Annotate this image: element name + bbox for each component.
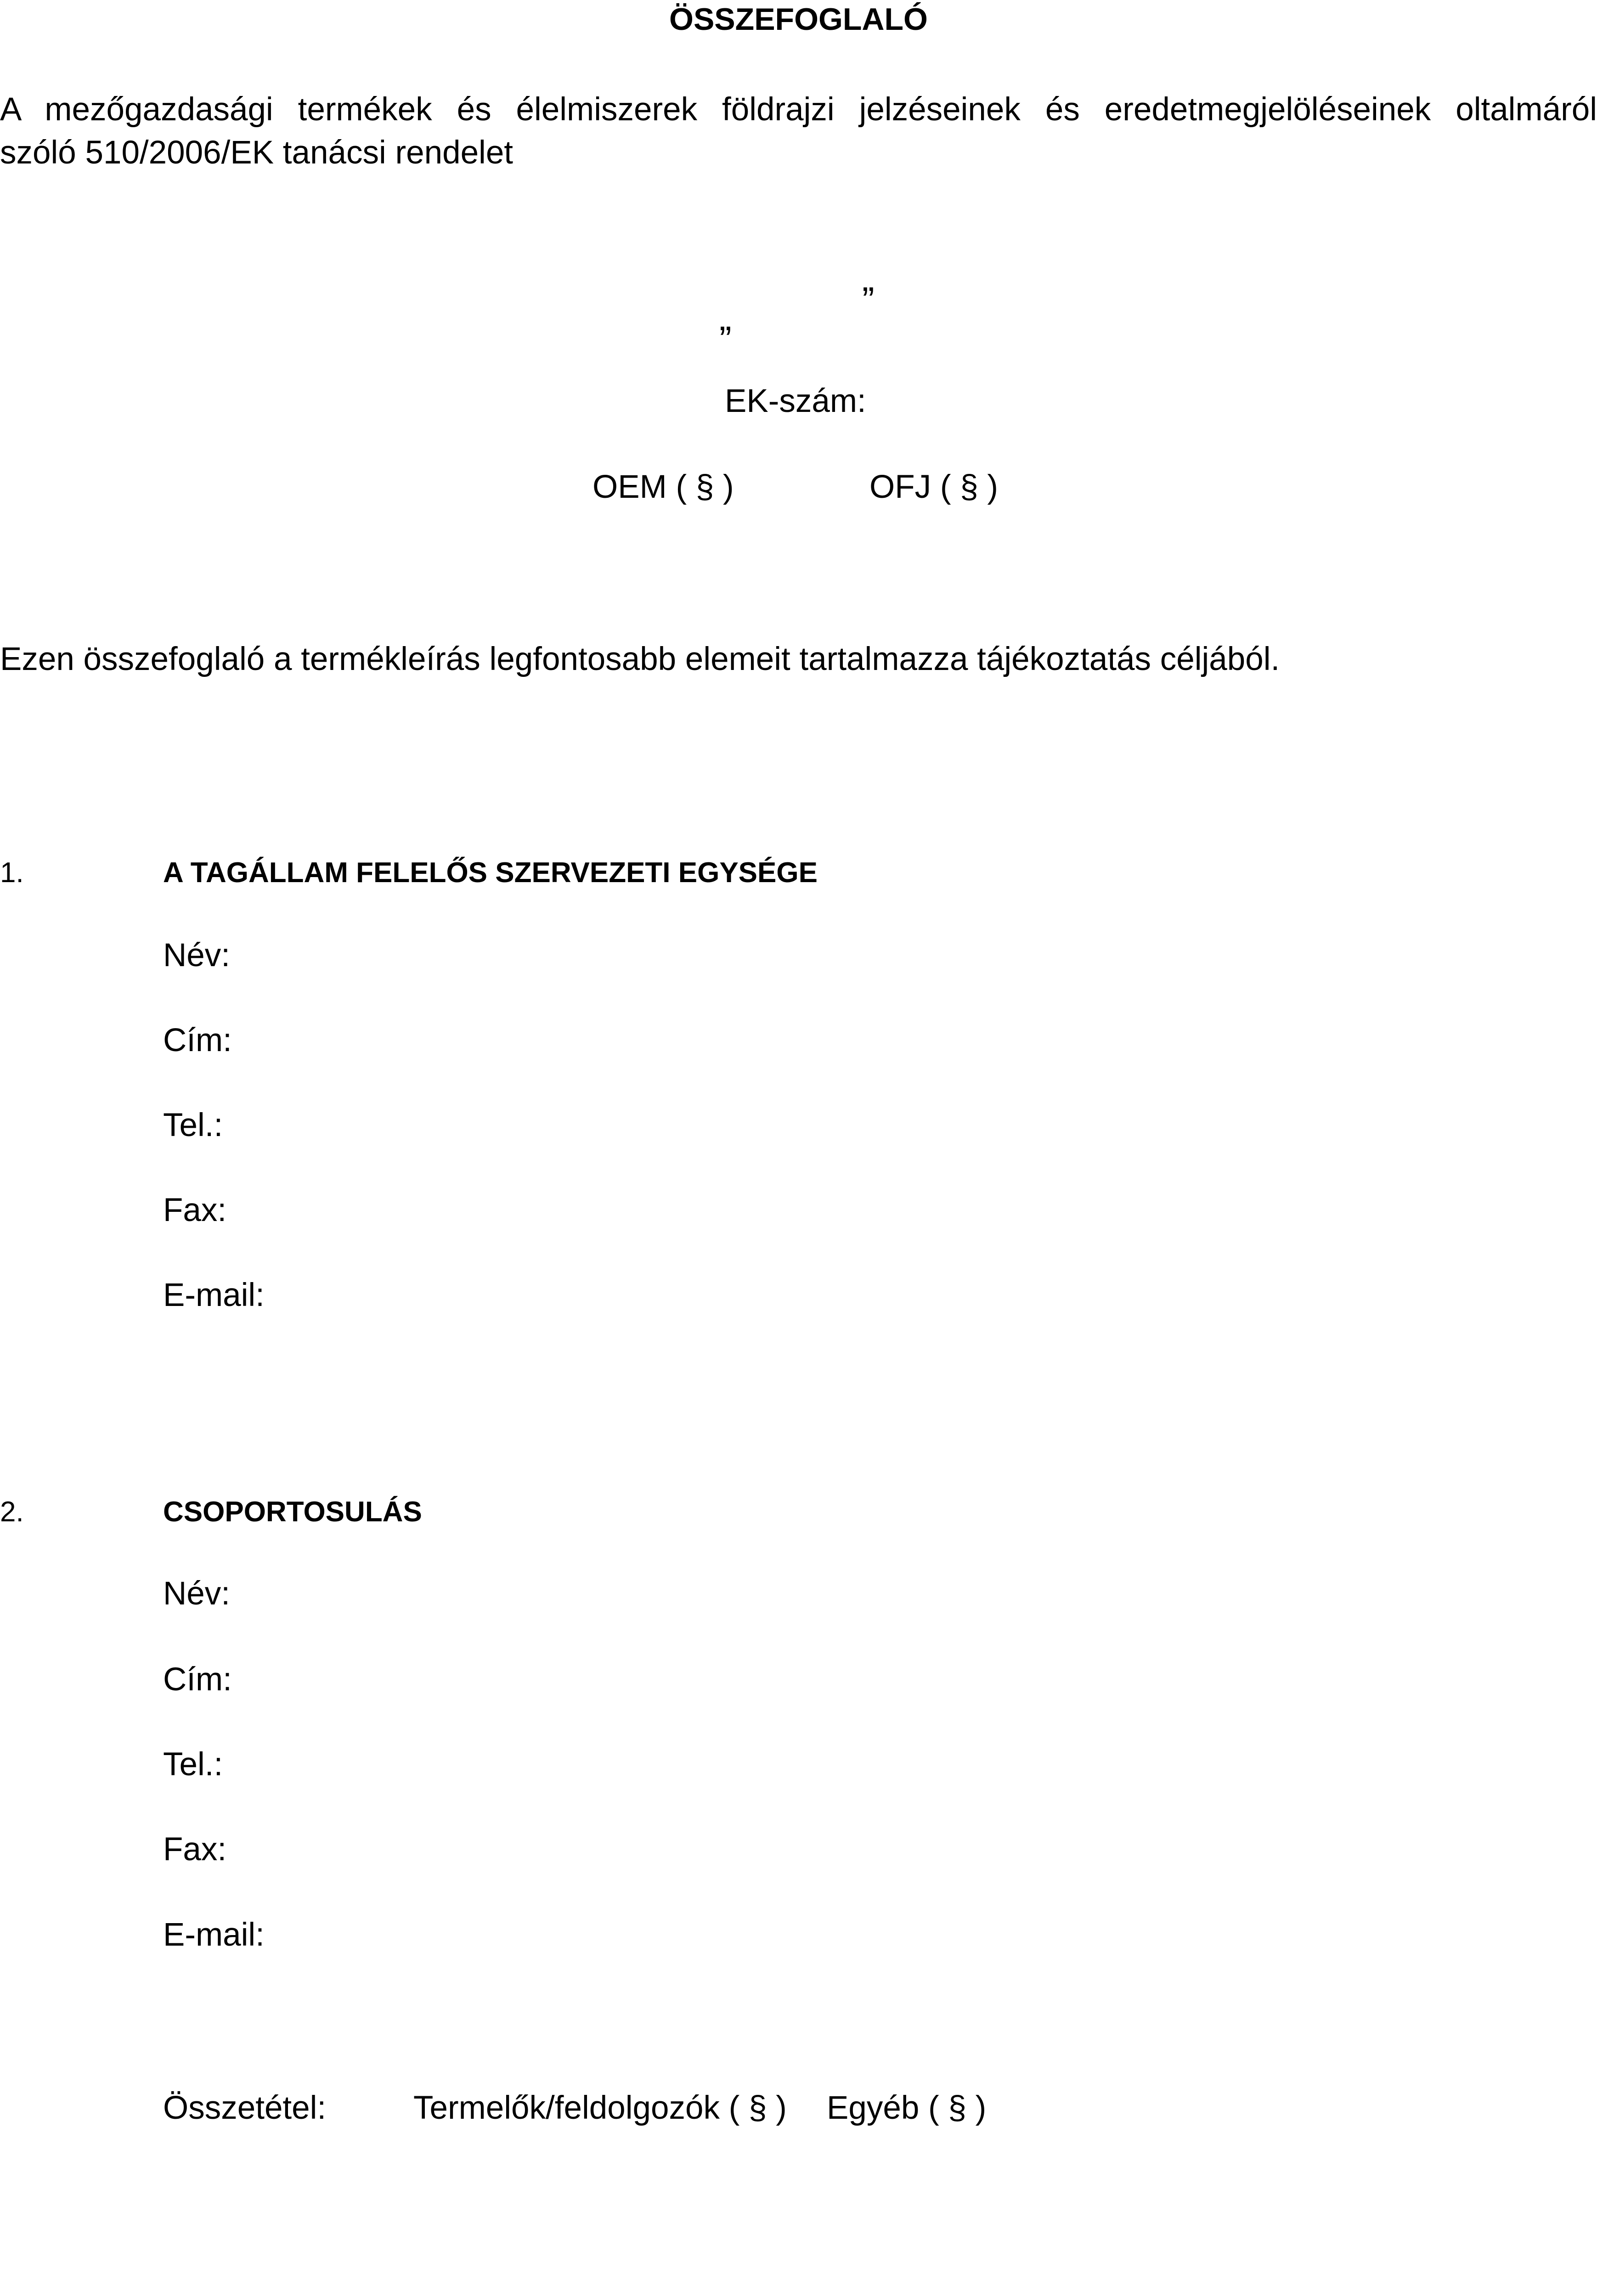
- section-1-title: A TAGÁLLAM FELELŐS SZERVEZETI EGYSÉGE: [163, 857, 818, 889]
- quote-open-mark: „: [719, 297, 732, 338]
- section-2-number: 2.: [0, 1496, 24, 1528]
- quote-close-mark: ”: [862, 280, 875, 321]
- composition-label: Összetétel:: [163, 2090, 327, 2126]
- section-2-phone-label: Tel.:: [163, 1746, 223, 1783]
- ek-number-label: EK-szám:: [725, 383, 866, 419]
- section-2-email-label: E-mail:: [163, 1917, 265, 1953]
- section-2-title: CSOPORTOSULÁS: [163, 1496, 422, 1528]
- section-2-address-label: Cím:: [163, 1661, 232, 1698]
- intro-line-2: szóló 510/2006/EK tanácsi rendelet: [0, 134, 514, 171]
- section-2-name-label: Név:: [163, 1576, 230, 1612]
- section-1-address-label: Cím:: [163, 1022, 232, 1058]
- summary-note: Ezen összefoglaló a termékleírás legfontosabb elemeit tartalmazza tájékoztatás céljából.: [0, 641, 1280, 677]
- section-1-fax-label: Fax:: [163, 1192, 227, 1228]
- oem-option: OEM ( § ): [593, 469, 734, 505]
- document-title: ÖSSZEFOGLALÓ: [669, 2, 928, 37]
- section-1-name-label: Név:: [163, 937, 230, 974]
- section-1-number: 1.: [0, 857, 24, 889]
- section-1-phone-label: Tel.:: [163, 1107, 223, 1143]
- section-1-email-label: E-mail:: [163, 1277, 265, 1313]
- composition-producers-option: Termelők/feldolgozók ( § ): [413, 2090, 787, 2126]
- ofj-option: OFJ ( § ): [869, 469, 999, 505]
- section-2-fax-label: Fax:: [163, 1831, 227, 1868]
- intro-paragraph: [0, 88, 1597, 174]
- intro-line-1: A mezőgazdasági termékek és élelmiszerek földrajzi jelzéseinek és eredetmegjelöléseinek oltalmáról: [0, 91, 1597, 128]
- composition-other-option: Egyéb ( § ): [827, 2090, 987, 2126]
